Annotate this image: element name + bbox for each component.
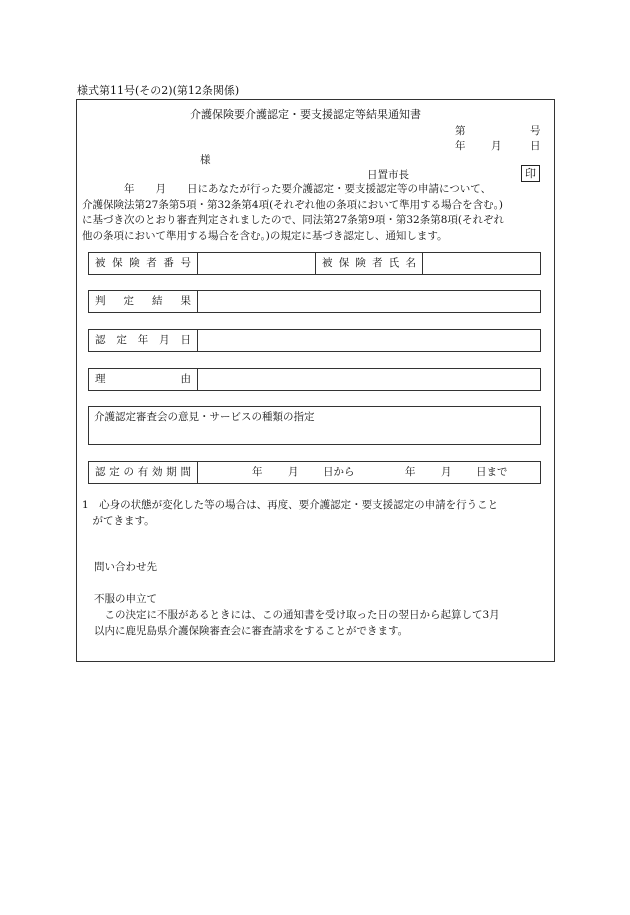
validity-until-day: 日まで xyxy=(476,466,508,478)
validity-from-month: 月 xyxy=(288,466,299,478)
certification-date-row xyxy=(88,329,541,352)
insured-row xyxy=(88,252,541,275)
issue-day: 日 xyxy=(530,140,541,152)
divider xyxy=(197,369,198,390)
validity-period-row xyxy=(88,461,541,484)
issue-year: 年 xyxy=(455,140,466,152)
validity-until-month: 月 xyxy=(441,466,452,478)
validity-period-label: 認定の有効期間 xyxy=(95,466,191,478)
inquiry-label: 問い合わせ先 xyxy=(94,561,157,573)
reason-row xyxy=(88,368,541,391)
result-label: 判定結果 xyxy=(95,295,191,307)
document-title: 介護保険要介護認定・要支援認定等結果通知書 xyxy=(190,108,421,121)
opinion-label: 介護認定審査会の意見・サービスの種類の指定 xyxy=(94,411,315,423)
insured-number-label: 被保険者番号 xyxy=(95,257,191,269)
form-number: 様式第11号(その2)(第12条関係) xyxy=(77,84,240,97)
divider xyxy=(197,253,198,274)
validity-from-day: 日から xyxy=(323,466,355,478)
issue-month: 月 xyxy=(491,140,502,152)
divider xyxy=(197,291,198,312)
number-prefix: 第 xyxy=(455,125,466,137)
number-suffix: 号 xyxy=(530,125,541,137)
notice-body-text: 年 月 日にあなたが行った要介護認定・要支援認定等の申請について、 介護保険法第27条第5項・第32条第4項(それぞれ他の条項において準用する場合を含む。) に基づき次のとおり審査判定されましたので、同法第27条第9項・第32条第8項(それぞれ 他の条項において準用する場合を含む。)の規定に基づき認定し、通知します。 xyxy=(82,183,504,243)
addressee-suffix: 様 xyxy=(200,154,211,166)
objection-text: この決定に不服があるときには、この通知書を受け取った日の翌日から起算して3月 以内に鹿児島県介護保険審査会に審査請求をすることができます。 xyxy=(94,609,500,637)
certification-date-label: 認定年月日 xyxy=(95,334,191,346)
opinion-row xyxy=(88,406,541,445)
reason-label: 理由 xyxy=(95,373,191,385)
divider xyxy=(197,330,198,351)
note-item-1: 1 心身の状態が変化した等の場合は、再度、要介護認定・要支援認定の申請を行うこと がてきます。 xyxy=(82,499,499,527)
issuer-name: 日置市長 xyxy=(367,169,409,181)
seal-stamp-box: 印 xyxy=(521,165,540,182)
insured-name-label: 被保険者氏名 xyxy=(322,257,416,269)
objection-heading: 不服の申立て xyxy=(94,593,157,605)
divider xyxy=(422,253,423,274)
divider xyxy=(197,462,198,483)
validity-until-year: 年 xyxy=(405,466,416,478)
result-row xyxy=(88,290,541,313)
validity-from-year: 年 xyxy=(252,466,263,478)
